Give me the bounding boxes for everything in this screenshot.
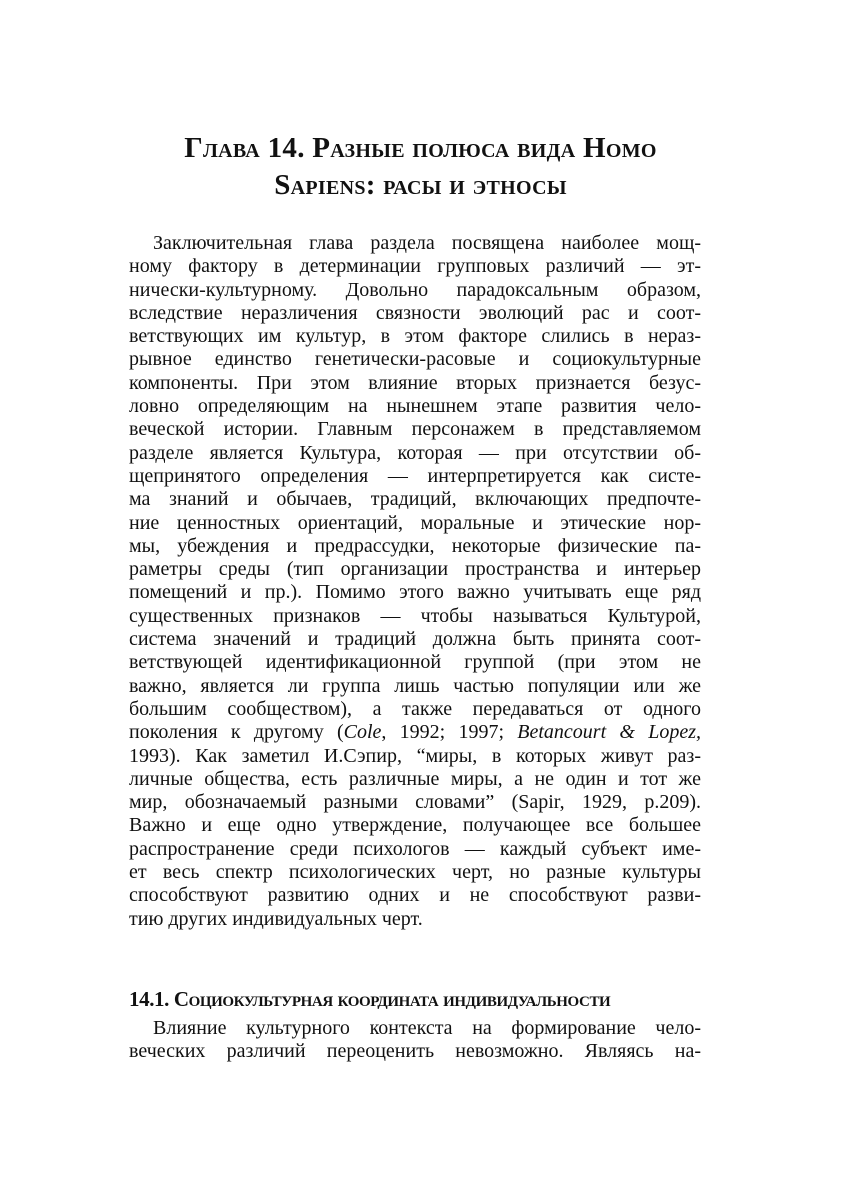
text-line: ловно определяющим на нынешнем этапе развития чело- bbox=[129, 395, 701, 418]
text-line: система значений и традиций должна быть принята соот- bbox=[129, 628, 701, 651]
text-line: нически-культурному. Довольно парадоксальным образом, bbox=[129, 278, 701, 301]
text-line: разделе является Культура, которая — при отсутствии об- bbox=[129, 441, 701, 464]
text-line: Влияние культурного контекста на формирование чело- bbox=[153, 1017, 701, 1039]
text-line: рывное единство генетически-расовые и социокультурные bbox=[129, 348, 701, 371]
text-line: ветствующей идентификационной группой (при этом не bbox=[129, 651, 701, 674]
section-paragraph bbox=[129, 1017, 701, 1064]
text-line: компоненты. При этом влияние вторых признается безус- bbox=[129, 371, 701, 394]
text-line: веческих различий переоценить невозможно. Являясь на- bbox=[129, 1040, 701, 1063]
text-line: существенных признаков — чтобы называться Культурой, bbox=[129, 604, 701, 627]
text-line: личные общества, есть различные миры, а не один и тот же bbox=[129, 767, 701, 790]
text-line: помещений и пр.). Помимо этого важно учитывать еще ряд bbox=[129, 581, 701, 604]
text-line: ет весь спектр психологических черт, но разные культуры bbox=[129, 861, 701, 884]
chapter-title bbox=[100, 130, 741, 204]
text-line: ветствующих им культур, в этом факторе слились в нераз- bbox=[129, 325, 701, 348]
text-line: мир, обозначаемый разными словами” (Sapir, 1929, p.209). bbox=[129, 791, 701, 814]
text-line: большим сообществом), а также передаваться от одного bbox=[129, 697, 701, 720]
section-heading: 14.1. Социокультурная координата индивидуальности bbox=[129, 987, 611, 1011]
text-fragment: , 1992; 1997; bbox=[381, 721, 518, 744]
text-line: мы, убеждения и предрассудки, некоторые физические па- bbox=[129, 534, 701, 557]
chapter-title-line-2: Sapiens: расы и этносы bbox=[274, 169, 567, 201]
text-line: ному фактору в детерминации групповых различий — эт- bbox=[129, 255, 701, 278]
chapter-title-line-1: Глава 14. Разные полюса вида Homo bbox=[184, 132, 657, 164]
text-line: Заключительная глава раздела посвящена наиболее мощ- bbox=[153, 232, 701, 254]
text-line: тию других индивидуальных черт. bbox=[129, 907, 423, 930]
text-line: раметры среды (тип организации пространства и интерьер bbox=[129, 558, 701, 581]
text-fragment: поколения к другому ( bbox=[129, 721, 344, 744]
text-line: веческой истории. Главным персонажем в представляемом bbox=[129, 418, 701, 441]
intro-paragraph bbox=[129, 232, 701, 931]
citation-author: Cole bbox=[343, 721, 382, 744]
text-line: распространение среди психологов — каждый субъект име- bbox=[129, 837, 701, 860]
text-line: ние ценностных ориентаций, моральные и этические нор- bbox=[129, 511, 701, 534]
citation-author: Betancourt & Lopez, bbox=[517, 721, 701, 744]
text-line: ма знаний и обычаев, традиций, включающих предпочте- bbox=[129, 488, 701, 511]
text-line: вследствие неразличения связности эволюций рас и соот- bbox=[129, 301, 701, 324]
text-line: способствуют развитию одних и не способствуют разви- bbox=[129, 884, 701, 907]
text-line: 1993). Как заметил И.Сэпир, “миры, в которых живут раз- bbox=[129, 744, 701, 767]
text-line-citation bbox=[129, 721, 701, 744]
text-line: щепринятого определения — интерпретируется как систе- bbox=[129, 464, 701, 487]
text-line: Важно и еще одно утверждение, получающее все большее bbox=[129, 814, 701, 837]
text-line: важно, является ли группа лишь частью популяции или же bbox=[129, 674, 701, 697]
